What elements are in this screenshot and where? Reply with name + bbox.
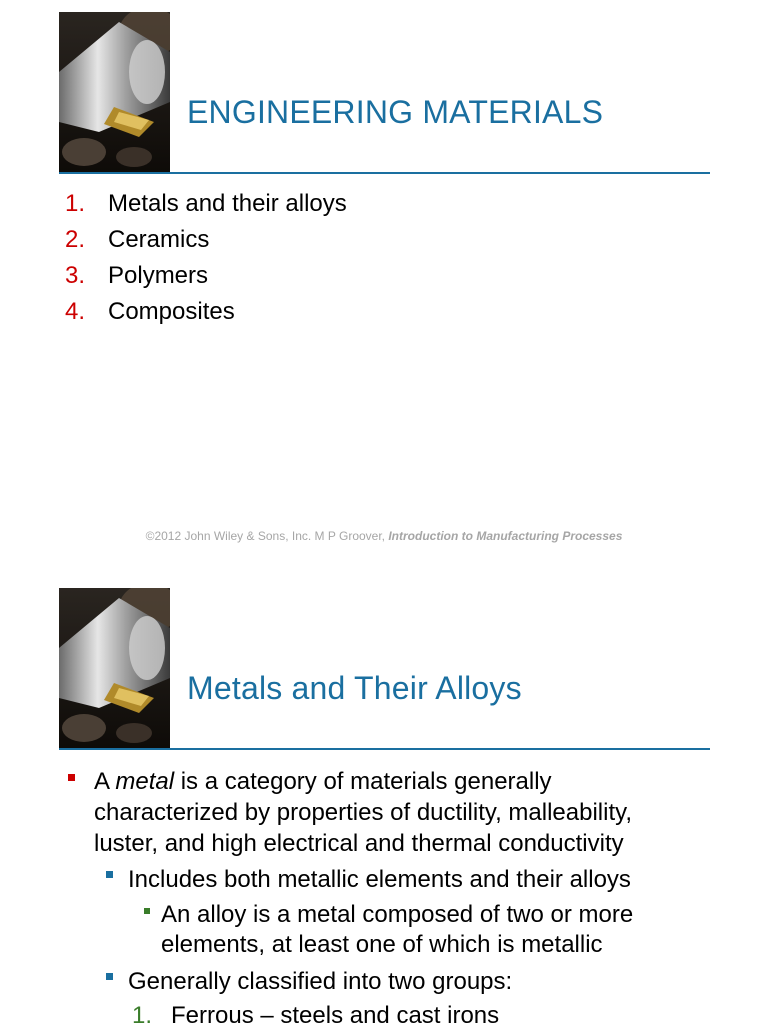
list-item — [0, 226, 768, 262]
list-text: Polymers — [108, 262, 209, 289]
title-divider — [59, 748, 710, 750]
bullet-text: is a category of materials generally — [174, 768, 552, 795]
slide-metals-and-alloys — [0, 576, 768, 1024]
group-number: 1. — [132, 1002, 153, 1024]
list-number: 2. — [65, 226, 86, 253]
slide-title: ENGINEERING MATERIALS — [187, 94, 604, 130]
machining-photo — [59, 588, 170, 748]
sub-bullet: Generally classified into two groups: — [128, 968, 513, 995]
list-text: Ceramics — [108, 226, 210, 253]
bullet-emphasis: metal — [115, 768, 175, 795]
bullet-text: elements, at least one of which is metallic — [161, 931, 603, 958]
bullet-metal-definition — [94, 766, 632, 859]
list-number: 4. — [65, 298, 86, 325]
title-divider — [59, 172, 710, 174]
bullet-text: An alloy is a metal composed of two or more — [161, 901, 634, 928]
copyright-footer — [0, 529, 768, 543]
bullet-text: characterized by properties of ductility, malleability, — [94, 799, 633, 826]
bullet-square-icon — [106, 973, 113, 980]
list-item — [0, 262, 768, 298]
list-item — [0, 298, 768, 334]
slide-title: Metals and Their Alloys — [187, 670, 522, 706]
bullet-square-icon — [144, 908, 150, 914]
footer-prefix: ©2012 John Wiley & Sons, Inc. M P Groover, — [145, 529, 389, 543]
list-number: 3. — [65, 262, 86, 289]
materials-list — [0, 190, 768, 334]
bullet-square-icon — [106, 871, 113, 878]
list-number: 1. — [65, 190, 86, 217]
machining-photo — [59, 12, 170, 172]
bullet-text: A — [94, 768, 116, 795]
bullet-text: luster, and high electrical and thermal conductivity — [94, 830, 624, 857]
sub-bullet: Includes both metallic elements and their alloys — [128, 866, 631, 893]
list-text: Composites — [108, 298, 235, 325]
footer-book-title: Introduction to Manufacturing Processes — [388, 529, 623, 543]
sub-sub-bullet-alloy — [161, 900, 633, 960]
group-text: Ferrous – steels and cast irons — [171, 1002, 500, 1024]
bullet-square-icon — [68, 774, 75, 781]
list-text: Metals and their alloys — [108, 190, 347, 217]
list-item — [0, 190, 768, 226]
